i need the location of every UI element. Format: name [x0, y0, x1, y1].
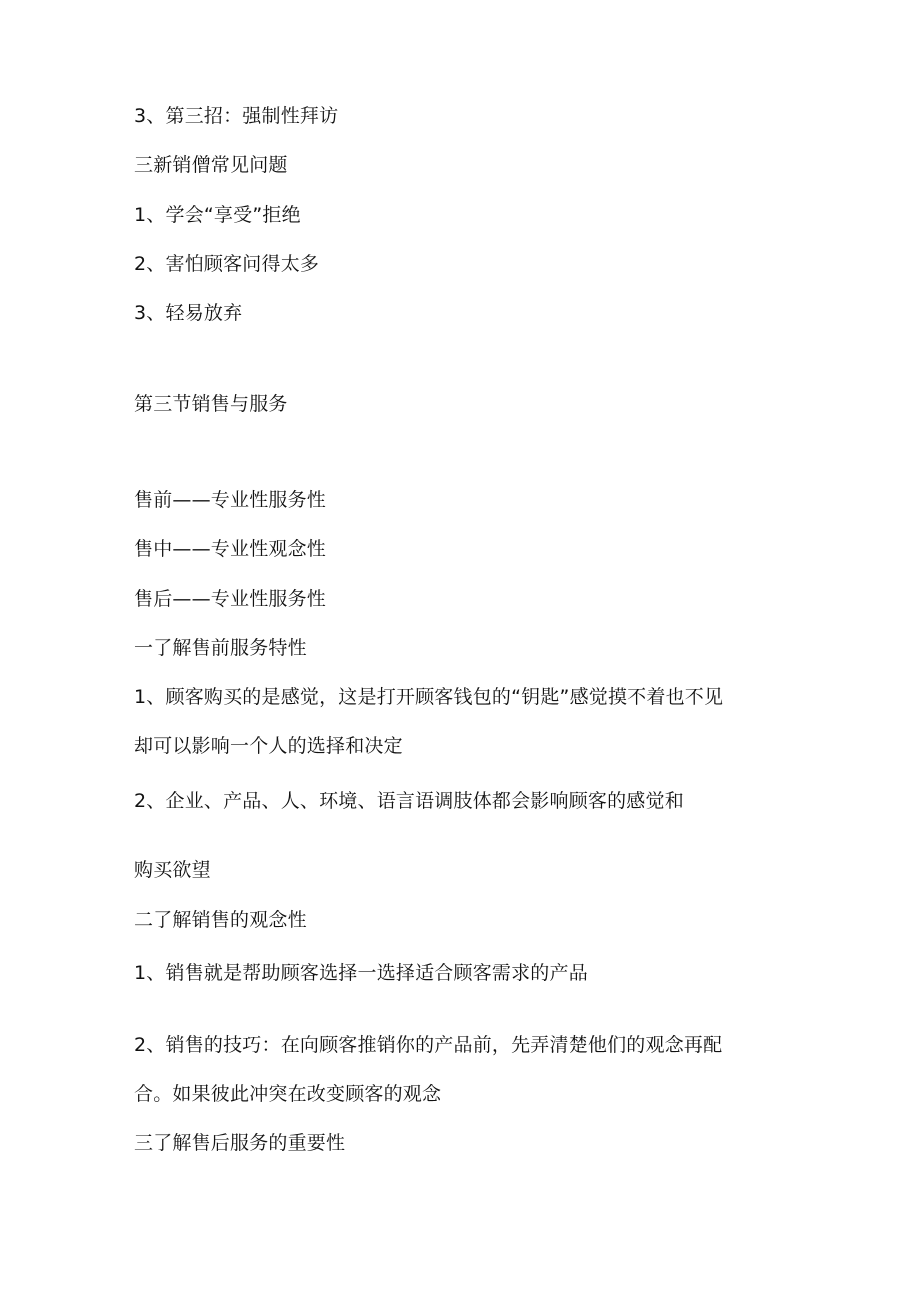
text-line: 2、企业、产品、人、环境、语言语调肢体都会影响顾客的感觉和: [134, 790, 684, 812]
section-heading: 第三节销售与服务: [134, 393, 288, 415]
text-line: 却可以影响一个人的选择和决定: [134, 735, 403, 757]
text-line: 1、销售就是帮助顾客选择一选择适合顾客需求的产品: [134, 962, 588, 984]
text-line: 售中——专业性观念性: [134, 538, 327, 560]
text-line: 3、第三招：强制性拜访: [134, 105, 339, 127]
text-line: 购买欲望: [134, 859, 211, 881]
text-line: 合。如果彼此冲突在改变顾客的观念: [134, 1083, 442, 1105]
section-heading: 一了解售前服务特性: [134, 637, 307, 659]
text-line: 售前——专业性服务性: [134, 489, 327, 511]
text-line: 2、销售的技巧：在向顾客推销你的产品前，先弄清楚他们的观念再配: [134, 1034, 723, 1056]
text-line: 3、轻易放弃: [134, 302, 243, 324]
text-line: 2、害怕顾客问得太多: [134, 253, 320, 275]
section-heading: 三了解售后服务的重要性: [134, 1132, 346, 1154]
text-line: 1、顾客购买的是感觉，这是打开顾客钱包的“钥匙”感觉摸不着也不见: [134, 686, 724, 708]
section-heading: 三新销僧常见问题: [134, 154, 288, 176]
text-line: 1、学会“享受”拒绝: [134, 204, 301, 226]
section-heading: 二了解销售的观念性: [134, 909, 307, 931]
text-line: 售后——专业性服务性: [134, 588, 327, 610]
